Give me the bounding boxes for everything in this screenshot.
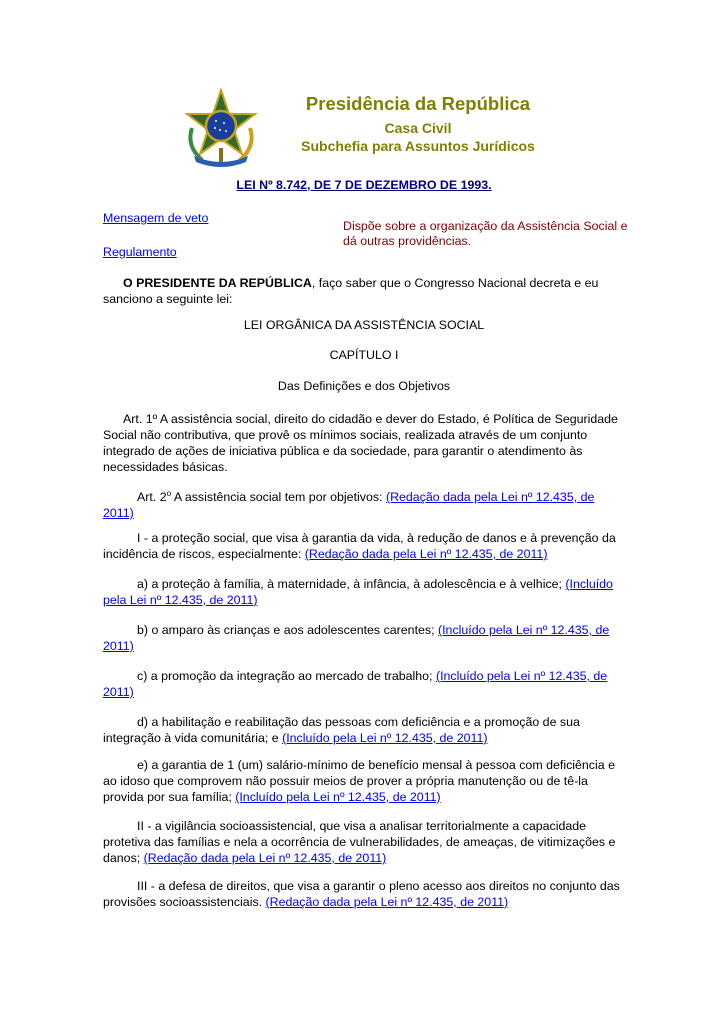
item-d	[103, 714, 628, 746]
item-e	[103, 757, 628, 805]
law-title[interactable]	[0, 178, 728, 192]
art-2-text: A assistência social tem por objetivos:	[171, 490, 386, 505]
item-e-ref-link[interactable]: (Incluído pela Lei nº 12.435, de 2011)	[235, 790, 441, 804]
header-title: Presidência da República	[305, 93, 531, 114]
item-II-text: II - a vigilância socioassistencial, que visa a analisar territorialmente a capacidade protetiva das famílias e nela a ocorrência de vulnerabilidades, de ameaças, de vitimizações e danos;	[103, 819, 616, 865]
item-c-ref-link[interactable]: (Incluído pela Lei nº 12.435, de 2011)	[103, 669, 608, 699]
item-d-ref-link[interactable]: (Incluído pela Lei nº 12.435, de 2011)	[282, 731, 488, 745]
law-title-link[interactable]: LEI Nº 8.742, DE 7 DE DEZEMBRO DE 1993.	[236, 178, 492, 192]
item-a-ref-link[interactable]: (Incluído pela Lei nº 12.435, de 2011)	[103, 577, 613, 607]
header-subchefia: Subchefia para Assuntos Jurídicos	[301, 138, 535, 154]
preamble	[103, 275, 628, 307]
item-c-text: c) a promoção da integração ao mercado de trabalho;	[137, 669, 436, 683]
art-2-ref-link[interactable]: (Redação dada pela Lei nº 12.435, de 2011)	[103, 490, 595, 521]
regulamento-link[interactable]: Regulamento	[103, 245, 177, 259]
item-III	[103, 878, 628, 910]
coat-of-arms-logo	[180, 88, 262, 170]
art-2	[103, 486, 628, 521]
item-II	[103, 818, 628, 866]
mensagem-veto-link[interactable]: Mensagem de veto	[103, 211, 209, 225]
capitulo-title: Das Definições e dos Objetivos	[277, 379, 451, 393]
preamble-rest: , faço saber que o Congresso Nacional decreta e eu sanciono a seguinte lei:	[103, 276, 599, 306]
lei-organica-heading: LEI ORGÂNICA DA ASSISTÊNCIA SOCIAL	[243, 318, 485, 332]
item-b-ref-link[interactable]: (Incluído pela Lei nº 12.435, de 2011)	[103, 623, 610, 653]
item-b	[103, 622, 628, 654]
item-a	[103, 576, 628, 608]
art-1	[103, 411, 628, 475]
item-III-ref-link[interactable]: (Redação dada pela Lei nº 12.435, de 2011)	[265, 895, 509, 909]
art-2-prefix: Art. 2	[137, 490, 167, 505]
item-b-text: b) o amparo às crianças e aos adolescentes carentes;	[137, 623, 438, 637]
item-I	[103, 530, 628, 562]
item-III-text: III - a defesa de direitos, que visa a garantir o pleno acesso aos direitos no conjunto das provisões socioassistenciais.	[103, 879, 620, 909]
art-2-sup: o	[166, 489, 172, 498]
item-a-text: a) a proteção à família, à maternidade, à infância, à adolescência e à velhice;	[137, 577, 566, 591]
capitulo-heading: CAPÍTULO I	[329, 348, 399, 362]
item-I-text: I - a proteção social, que visa à garantia da vida, à redução de danos e à prevenção da incidência de riscos, especialmente:	[103, 531, 616, 561]
item-I-ref-link[interactable]: (Redação dada pela Lei nº 12.435, de 2011)	[304, 547, 548, 561]
item-d-text: d) a habilitação e reabilitação das pessoas com deficiência e a promoção de sua integração à vida comunitária; e	[103, 715, 580, 745]
item-c	[103, 668, 628, 700]
art-1-text: Art. 1º A assistência social, direito do cidadão e dever do Estado, é Política de Seguridade Social não contributiva, que provê os mínimos sociais, realizada através de um conjunto integrado de ações de iniciativa pública e da sociedade, para garantir o atendimento às necessidades básicas.	[103, 412, 618, 474]
preamble-bold: O PRESIDENTE DA REPÚBLICA	[123, 276, 312, 290]
item-II-ref-link[interactable]: (Redação dada pela Lei nº 12.435, de 2011)	[143, 851, 387, 865]
ementa: Dispõe sobre a organização da Assistência Social e dá outras providências.	[343, 219, 628, 248]
item-e-text: e) a garantia de 1 (um) salário-mínimo de benefício mensal à pessoa com deficiência e ao idoso que comprovem não possuir meios de prover a própria manutenção ou de tê-la provida por sua família;	[103, 758, 615, 804]
header-casa-civil: Casa Civil	[384, 120, 452, 136]
